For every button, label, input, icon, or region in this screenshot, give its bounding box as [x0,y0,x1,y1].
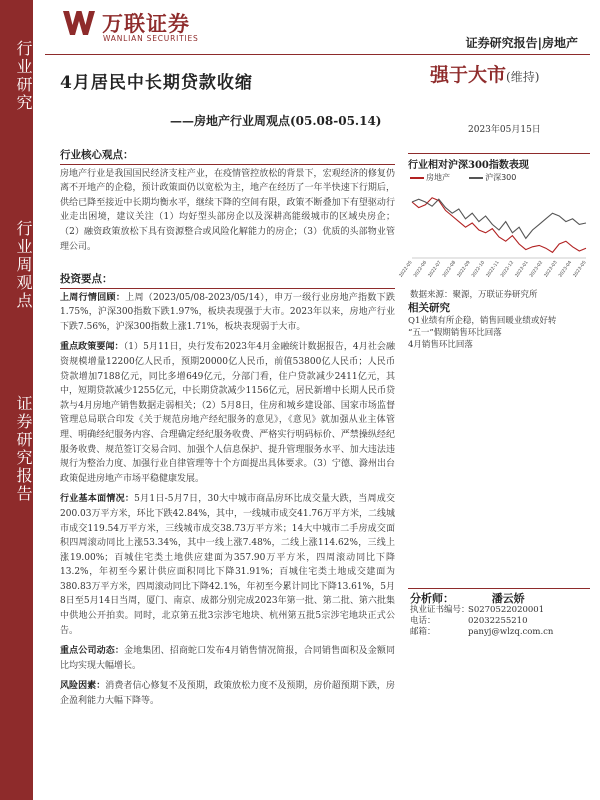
sidebar-label-securities-report: 证券研究报告 [14,395,33,503]
analyst-email[interactable]: panyj@wlzq.com.cn [468,627,554,637]
analyst-row [410,616,590,627]
x-tick-label: 2022-05 [398,260,414,279]
core-view-section [60,148,395,254]
section-divider [60,288,395,289]
analyst-title: 分析师： [410,592,454,605]
rating-note: (维持) [506,70,540,84]
related-item[interactable]: Q1业绩有所企稳，销售回暖业绩或好转 [408,316,557,326]
core-view-title: 行业核心观点： [60,149,134,161]
sidebar [0,0,33,800]
related-item[interactable]: 4月销售环比回落 [408,340,473,350]
x-tick-label: 2022-09 [456,260,472,279]
fundamentals-label: 行业基本面情况： [60,494,135,505]
rating-main: 强于大市 [430,64,507,86]
logo-text-cn: 万联证券 [102,12,190,36]
report-type: 证券研究报告|房地产 [465,36,578,50]
x-tick-label: 2023-03 [543,260,559,279]
risk-factors-label: 风险因素： [60,681,106,692]
company-news-text: 金地集团、招商蛇口发布4月销售情况简报，合同销售面积及金额同比均实现大幅增长。 [60,646,395,671]
market-review-text: 上周（2023/05/08-2023/05/14），申万一级行业房地产指数下跌1.75%，沪深300指数下跌1.97%，板块表现强于大市。2023年以来，房地产行业下跌7.56%，沪深300指数上涨1.71%，板块表现弱于大市。 [60,292,395,332]
policy-news-label: 重点政策要闻： [60,342,124,353]
x-tick-label: 2022-12 [500,260,516,279]
legend-swatch-hs300 [469,177,483,179]
policy-news-text: （1）5月11日，央行发布2023年4月金融统计数据报告，4月社会融资规模增量12200亿人民币，预期20000亿人民币，前值53800亿人民币；人民币贷款增加7188亿元，同比多增649亿元，分部门看，住户贷款减少2411亿元，其中，短期贷款减少1255亿元，中长期贷款减少1156亿元，居民新增中长期人民币贷款与4月房地产销售数据走弱相关；（2）5月8日，住房和城乡建设部、国家市场监督管理总局联合印发《关于规范房地产经纪服务的意见》，《意见》就加强从业主体管理、明确经纪服务内容、合理确定经纪服务收费、严格实行明码标价、严禁操纵经纪服务收费、规范签订交易合同、加强个人信息保护、提升管理服务水平、加大违法违规行为整治力度、加强行业自律管理等十个方面提出具体要求。（3）宁德、滁州出台政策促进房地产市场平稳健康发展。 [60,342,395,484]
analyst-name: 潘云娇 [491,592,525,605]
investment-section [60,272,395,709]
logo-text-en: WANLIAN SECURITIES [103,34,199,43]
sidebar-label-weekly-view: 行业周观点 [14,220,33,310]
report-date: 2023年05月15日 [468,125,541,135]
x-tick-label: 2023-04 [558,260,574,279]
legend-swatch-realestate [410,177,424,179]
page-title: 4月居民中长期贷款收缩 [60,73,253,93]
analyst-key: 电话： [410,616,436,626]
analyst-header [410,590,525,606]
risk-factors [60,679,395,708]
related-item[interactable]: “五一”假期销售环比回落 [408,328,502,338]
series-line-0 [412,198,586,253]
chart-title: 行业相对沪深300指数表现 [408,153,590,171]
x-tick-label: 2023-05 [572,260,588,279]
x-tick-label: 2022-06 [413,260,429,279]
analyst-value: 02032255210 [468,616,528,626]
chart-source: 数据来源：聚源，万联证券研究所 [410,290,538,300]
x-tick-label: 2023-01 [514,260,530,279]
related-research [408,300,590,351]
x-tick-label: 2022-07 [427,260,443,279]
x-tick-label: 2023-02 [529,260,545,279]
relative-performance-chart [398,184,590,284]
section-divider [60,164,395,165]
analyst-key: 邮箱： [410,627,436,637]
company-news-label: 重点公司动态： [60,646,125,657]
analyst-value: S0270522020001 [468,605,545,615]
related-title: 相关研究 [408,302,450,314]
investment-title: 投资要点： [60,273,113,285]
risk-factors-text: 消费者信心修复不及预期，政策放松力度不及预期，房价超预期下跌，房企盈利能力大幅下降等。 [60,681,395,707]
company-news [60,644,395,673]
series-line-1 [412,199,586,238]
market-review [60,291,395,335]
analyst-row [410,627,590,638]
chart-legend [410,172,516,183]
analyst-info [410,605,590,638]
market-review-label: 上周行情回顾： [60,292,126,303]
x-tick-label: 2022-08 [442,260,458,279]
page-subtitle: ——房地产行业周观点(05.08-05.14) [170,114,382,128]
analyst-key: 执业证书编号： [410,605,470,615]
analyst-divider [408,588,590,589]
x-tick-label: 2022-10 [471,260,487,279]
fundamentals [60,492,395,638]
legend-label-realestate: 房地产 [426,173,450,182]
company-logo-icon [62,9,96,37]
fundamentals-text: 5月1日-5月7日，30大中城市商品房环比成交量大跌，当周成交200.03万平方米，环比下跌42.84%，其中，一线城市成交41.76万平方米，二线城市成交119.54万平方米，三线城市成交38.73万平方米；14大中城市二手房成交面积四周滚动同比上涨53.34%，其中一线上涨7.48%，二线上涨114.62%，三线上涨19.00%；百城住宅类土地供应建面为357.90万平方米，四周滚动同比下降13.2%，年初至今累计供应面积同比下降31.91%；百城住宅类土地成交建面为380.83万平方米，四周滚动同比下降42.1%，年初至今累计同比下降13.61%，5月8日至5月14日当周，厦门、南京、成都分别完成2023年第一批、第二批、第六批集中供地公开拍卖。同时，北京第五批3宗涉宅地块、杭州第五批5宗涉宅地块正式公告。 [60,494,395,636]
sidebar-label-industry-research: 行业研究 [14,40,33,112]
core-view-text: 房地产行业是我国国民经济支柱产业，在疫情管控放松的背景下，宏观经济的修复仍离不开地产的企稳，预计政策面仍以宽松为主，地产在经历了一年半快速下行期后，供给已降至接近中长期均衡水平，继续下降的空间有限，政策不断叠加下有望驱动行业走出困境，建议关注（1）均好型头部房企以及深耕高能级城市的区域央房企；（2）融资政策放松下具有资源整合或风险化解能力的房企；（3）优质的头部物业管理公司。 [60,168,395,252]
analyst-row [410,605,590,616]
legend-label-hs300: 沪深300 [485,173,517,182]
x-tick-label: 2022-11 [485,260,501,279]
rating [430,60,539,87]
header-divider [45,54,590,55]
policy-news [60,340,395,486]
